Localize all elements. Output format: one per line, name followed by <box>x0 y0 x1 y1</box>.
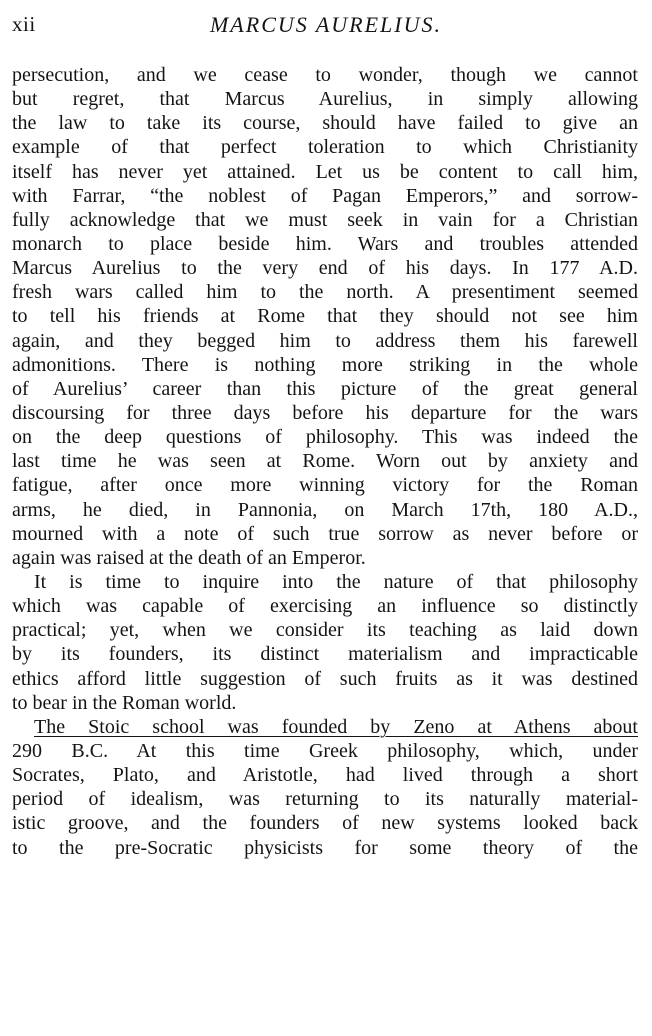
body-text <box>12 63 638 860</box>
text-line: by its founders, its distinct materialism and impracticable <box>12 643 638 666</box>
text-line: itself has never yet attained. Let us be content to call him, <box>12 160 638 183</box>
text-line: the law to take its course, should have failed to give an <box>12 112 638 135</box>
text-line: 290 B.C. At this time Greek philosophy, which, under <box>12 739 638 762</box>
text-line: ethics afford little suggestion of such fruits as it was destined <box>12 667 638 690</box>
text-line: but regret, that Marcus Aurelius, in simply allowing <box>12 88 638 111</box>
text-line: with Farrar, “the noblest of Pagan Emperors,” and sorrow- <box>12 184 638 207</box>
text-line: last time he was seen at Rome. Worn out by anxiety and <box>12 450 638 473</box>
text-line: mourned with a note of such true sorrow as never before or <box>12 522 638 545</box>
text-line: example of that perfect toleration to which Christianity <box>12 136 638 159</box>
text-line: on the deep questions of philosophy. This was indeed the <box>12 426 638 449</box>
text-line: fully acknowledge that we must seek in vain for a Christian <box>12 208 638 231</box>
text-line: again, and they begged him to address them his farewell <box>12 329 638 352</box>
text-line: of Aurelius’ career than this picture of the great general <box>12 377 638 400</box>
running-head <box>12 12 640 42</box>
text-line: period of idealism, was returning to its naturally material- <box>12 788 638 811</box>
text-line: to the pre-Socratic physicists for some theory of the <box>12 836 638 859</box>
text-line: arms, he died, in Pannonia, on March 17th, 180 A.D., <box>12 498 638 521</box>
text-line: fresh wars called him to the north. A presentiment seemed <box>12 281 638 304</box>
text-line: practical; yet, when we consider its teaching as laid down <box>12 619 638 642</box>
page-number: xii <box>12 12 36 36</box>
text-line: Marcus Aurelius to the very end of his days. In 177 A.D. <box>12 257 638 280</box>
text-line: persecution, and we cease to wonder, though we cannot <box>12 64 638 86</box>
paragraph-first-line: It is time to inquire into the nature of that philosophy <box>34 570 638 593</box>
paragraph-last-line: again was raised at the death of an Emperor. <box>12 546 366 569</box>
text-line: to tell his friends at Rome that they should not see him <box>12 305 638 328</box>
text-line: Socrates, Plato, and Aristotle, had lived through a short <box>12 764 638 787</box>
paragraph-first-line: The Stoic school was founded by Zeno at Athens about <box>34 715 638 738</box>
running-title: MARCUS AURELIUS. <box>209 12 443 37</box>
text-line: fatigue, after once more winning victory for the Roman <box>12 474 638 497</box>
text-line: admonitions. There is nothing more striking in the whole <box>12 353 638 376</box>
paragraph-last-line: to bear in the Roman world. <box>12 691 237 714</box>
text-line: monarch to place beside him. Wars and troubles attended <box>12 232 638 255</box>
text-line: istic groove, and the founders of new systems looked back <box>12 812 638 835</box>
text-line: which was capable of exercising an influence so distinctly <box>12 595 638 618</box>
text-line: discoursing for three days before his departure for the wars <box>12 401 638 424</box>
